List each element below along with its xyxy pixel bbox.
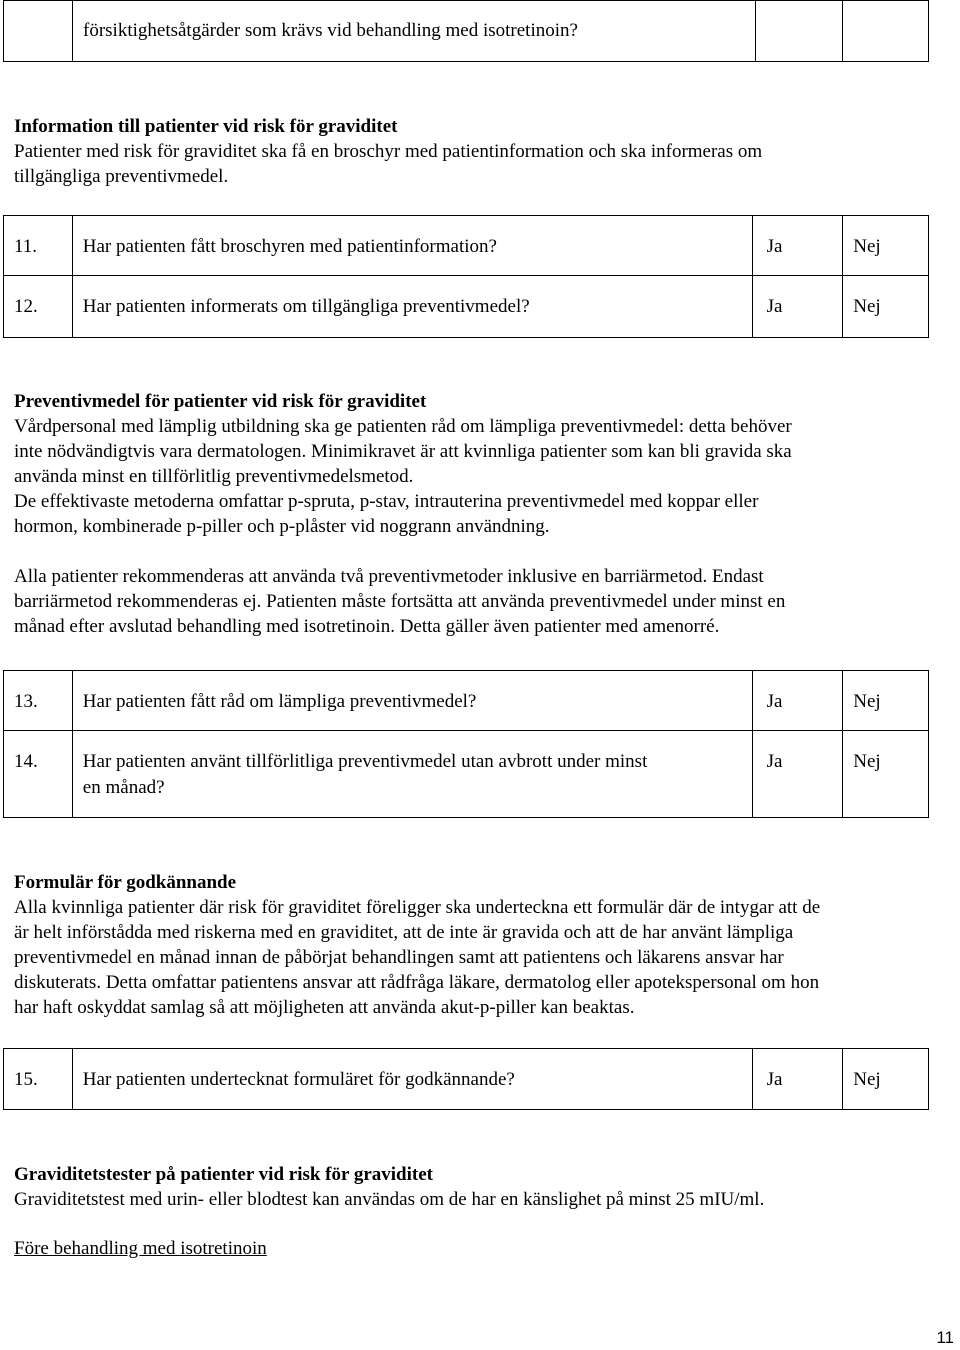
answer-yes[interactable]: Ja — [752, 216, 843, 276]
paragraph-line: barriärmetod rekommenderas ej. Patienten måste fortsätta att använda preventivmedel under minst en — [14, 591, 786, 612]
paragraph-line: De effektivaste metoderna omfattar p-spruta, p-stav, intrauterina preventivmedel med koppar eller — [14, 491, 759, 512]
section-consent-form — [14, 870, 956, 1020]
question-text — [72, 731, 752, 818]
question-row-12 — [4, 276, 929, 338]
question-number: 13. — [4, 671, 73, 731]
paragraph-line: Alla kvinnliga patienter där risk för graviditet föreligger ska underteckna ett formulär där de intygar att de — [14, 897, 821, 918]
section-heading: Formulär för godkännande — [14, 872, 237, 893]
paragraph-line: är helt införstådda med riskerna med en graviditet, att de inte är gravida och att de har använt lämpliga — [14, 922, 794, 943]
section-pregnancy-tests — [14, 1162, 956, 1261]
question-text: Har patienten undertecknat formuläret för godkännande? — [72, 1049, 752, 1110]
paragraph-line: inte nödvändigtvis vara dermatologen. Minimikravet är att kvinnliga patienter som kan bli gravida ska — [14, 441, 792, 462]
page-number: 11 — [936, 1328, 954, 1347]
question-number: 14. — [4, 731, 73, 818]
paragraph-line: diskuterats. Detta omfattar patientens ansvar att rådfråga läkare, dermatolog eller apotekspersonal om hon — [14, 972, 820, 993]
question-row-11 — [4, 216, 929, 276]
top-no-cell[interactable] — [843, 1, 929, 62]
section-heading: Preventivmedel för patienter vid risk för graviditet — [14, 391, 427, 412]
paragraph-line: Patienter med risk för graviditet ska få en broschyr med patientinformation och ska informeras om — [14, 141, 763, 162]
paragraph-line: preventivmedel en månad innan de påbörjat behandlingen samt att patientens och läkarens ansvar har — [14, 947, 784, 968]
question-row-14 — [4, 731, 929, 818]
question-row-15 — [4, 1049, 929, 1110]
paragraph-line: Alla patienter rekommenderas att använda två preventivmetoder inklusive en barriärmetod. Endast — [14, 566, 764, 587]
question-text-line: en månad? — [82, 777, 165, 798]
answer-no[interactable]: Nej — [843, 731, 929, 818]
section-contraception — [14, 389, 956, 639]
answer-no[interactable]: Nej — [843, 671, 929, 731]
paragraph-line: tillgängliga preventivmedel. — [14, 166, 229, 187]
answer-yes[interactable]: Ja — [752, 1049, 843, 1110]
answer-yes[interactable]: Ja — [752, 671, 843, 731]
paragraph-line: Vårdpersonal med lämplig utbildning ska ge patienten råd om lämpliga preventivmedel: detta behöver — [14, 416, 792, 437]
question-table-11-12 — [3, 215, 929, 338]
question-row-13 — [4, 671, 929, 731]
question-text: Har patienten fått råd om lämpliga preventivmedel? — [72, 671, 752, 731]
answer-no[interactable]: Nej — [843, 216, 929, 276]
answer-no[interactable]: Nej — [843, 276, 929, 338]
subsection-link[interactable]: Före behandling med isotretinoin — [14, 1238, 267, 1259]
question-text: Har patienten fått broschyren med patientinformation? — [72, 216, 752, 276]
paragraph-line: Graviditetstest med urin- eller blodtest kan användas om de har en känslighet på minst 25 mIU/ml. — [14, 1189, 765, 1210]
question-number: 12. — [4, 276, 73, 338]
section-heading: Graviditetstester på patienter vid risk för graviditet — [14, 1164, 433, 1185]
answer-yes[interactable]: Ja — [752, 276, 843, 338]
question-text-line: Har patienten använt tillförlitliga preventivmedel utan avbrott under minst — [82, 751, 648, 772]
top-yes-cell[interactable] — [756, 1, 843, 62]
question-text: Har patienten informerats om tillgängliga preventivmedel? — [72, 276, 752, 338]
question-number: 11. — [4, 216, 73, 276]
paragraph-line: hormon, kombinerade p-piller och p-plåster vid noggrann användning. — [14, 516, 550, 537]
answer-no[interactable]: Nej — [843, 1049, 929, 1110]
top-question-text: försiktighetsåtgärder som krävs vid behandling med isotretinoin? — [73, 1, 756, 62]
top-num-cell — [4, 1, 73, 62]
section-patient-information — [14, 114, 956, 189]
answer-yes[interactable]: Ja — [752, 731, 843, 818]
paragraph-line: använda minst en tillförlitlig preventivmedelsmetod. — [14, 466, 414, 487]
question-table-15 — [3, 1048, 929, 1110]
question-number: 15. — [4, 1049, 73, 1110]
section-heading: Information till patienter vid risk för graviditet — [14, 116, 398, 137]
paragraph-line: har haft oskyddat samlag så att möjligheten att använda akut-p-piller kan beaktas. — [14, 997, 635, 1018]
top-question-table — [3, 0, 929, 62]
question-table-13-14 — [3, 670, 929, 818]
paragraph-line: månad efter avslutad behandling med isotretinoin. Detta gäller även patienter med amenorré. — [14, 616, 720, 637]
